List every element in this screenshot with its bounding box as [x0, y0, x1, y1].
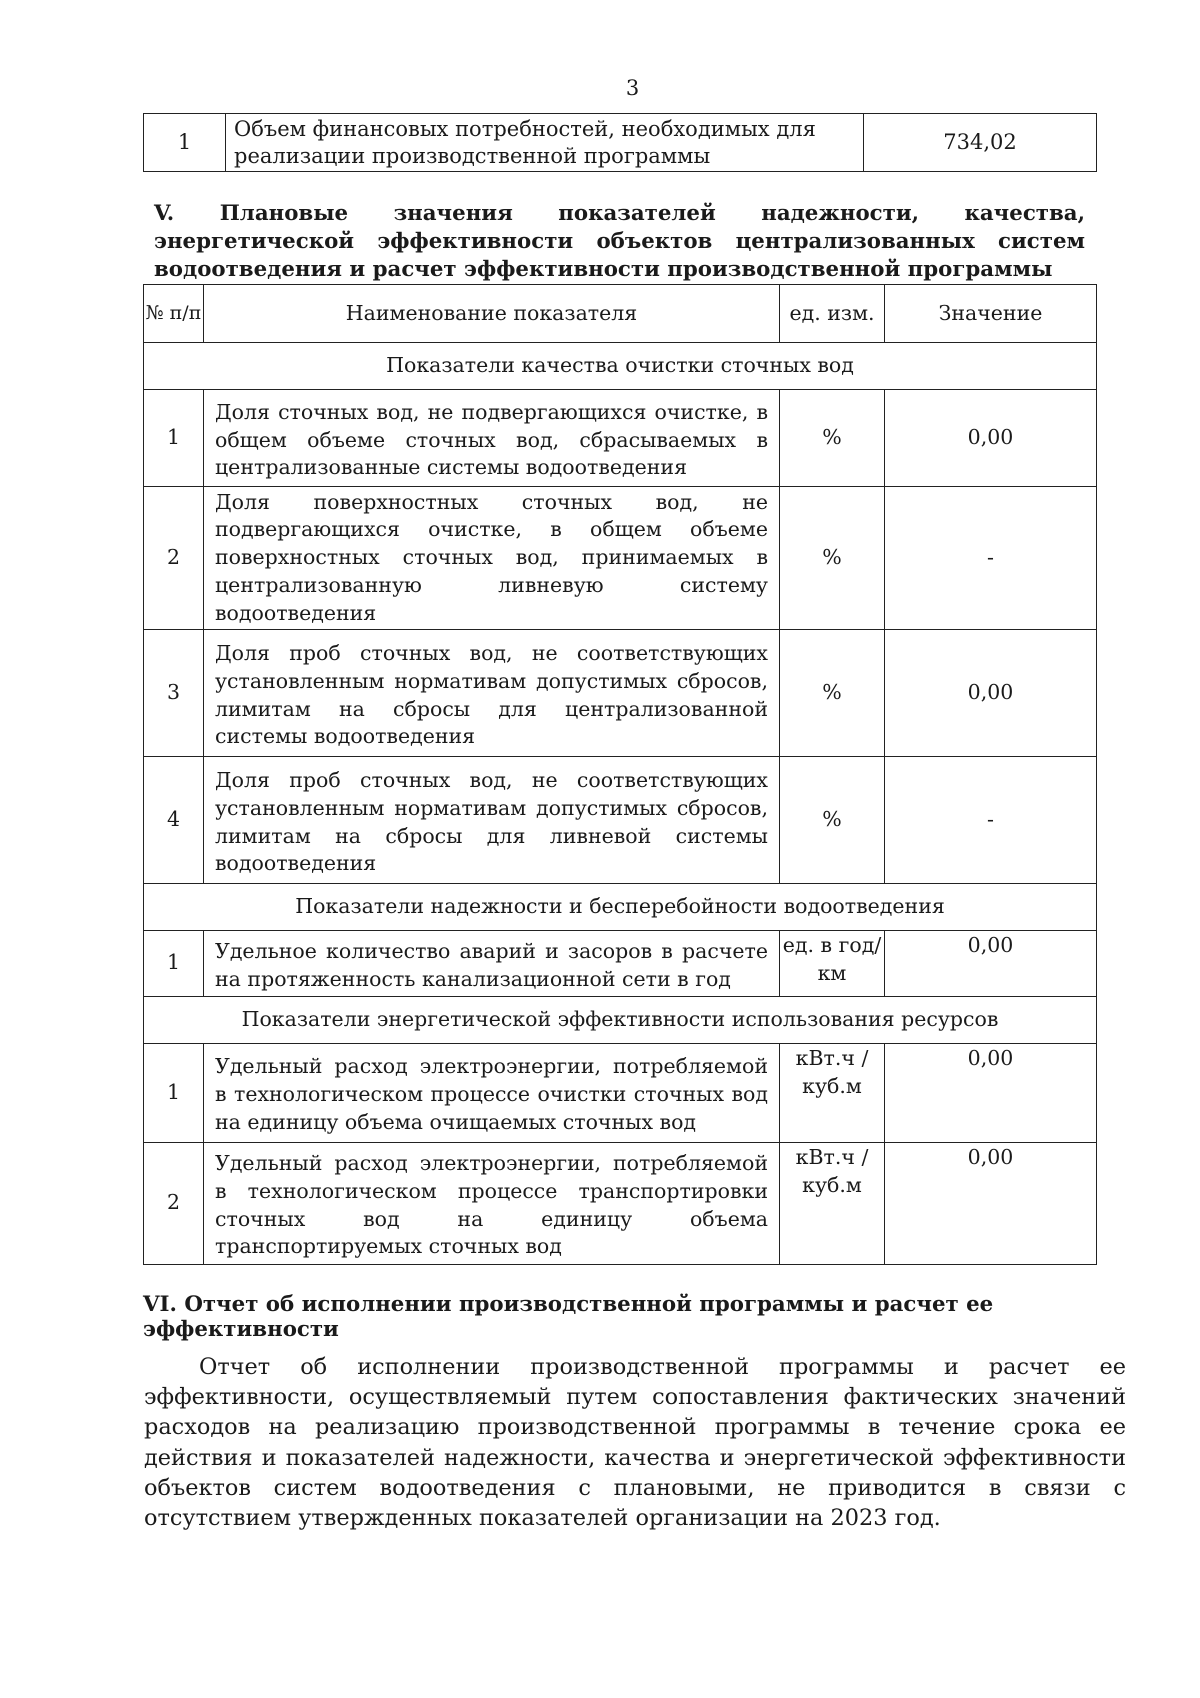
indicator-name: Удельный расход электроэнергии, потребляемой в технологическом процессе очистки сточных вод на единицу объема очищаемых сточных вод: [204, 1043, 780, 1142]
indicator-name: Доля поверхностных сточных вод, не подвергающихся очистке, в общем объеме поверхностных сточных вод, принимаемых в централизованную ливневую систему водоотведения: [204, 487, 780, 630]
table-row: [144, 1142, 1097, 1264]
indicator-unit: %: [780, 390, 885, 487]
indicator-name: Объем финансовых потребностей, необходимых для реализации производственной программы: [226, 114, 864, 172]
row-number: 1: [144, 1043, 204, 1142]
indicator-name: Доля сточных вод, не подвергающихся очистке, в общем объеме сточных вод, сбрасываемых в централизованные системы водоотведения: [204, 390, 780, 487]
indicator-value: 734,02: [864, 114, 1097, 172]
row-number: 1: [144, 931, 204, 997]
row-number: 1: [144, 114, 226, 172]
group-header-row: [144, 996, 1097, 1043]
row-number: 3: [144, 630, 204, 757]
indicators-table: [143, 284, 1097, 1265]
indicator-name: Удельный расход электроэнергии, потребляемой в технологическом процессе транспортировки сточных вод на единицу объема транспортируемых сточных вод: [204, 1142, 780, 1264]
indicator-unit: ед. в год/ км: [780, 931, 885, 997]
indicator-value: 0,00: [885, 390, 1097, 487]
indicator-value: 0,00: [885, 1142, 1097, 1264]
table-row: [144, 931, 1097, 997]
group-title: Показатели надежности и бесперебойности водоотведения: [144, 884, 1097, 931]
indicator-name: Доля проб сточных вод, не соответствующих установленным нормативам допустимых сбросов, лимитам на сбросы для ливневой системы водоотведения: [204, 757, 780, 884]
table-row: [144, 487, 1097, 630]
column-header-unit: ед. изм.: [780, 285, 885, 343]
table-row: [144, 1043, 1097, 1142]
row-number: 2: [144, 487, 204, 630]
row-number: 1: [144, 390, 204, 487]
indicator-unit: %: [780, 487, 885, 630]
indicator-value: 0,00: [885, 931, 1097, 997]
page-number: 3: [625, 76, 640, 100]
row-number: 4: [144, 757, 204, 884]
indicator-unit: кВт.ч / куб.м: [780, 1043, 885, 1142]
table-row: [144, 630, 1097, 757]
finance-table: [143, 113, 1097, 172]
indicator-value: 0,00: [885, 1043, 1097, 1142]
report-paragraph: Отчет об исполнении производственной программы и расчет ее эффективности, осуществляемый путем сопоставления фактических значений расходов на реализацию производственной программы в течение срока ее действия и показателей надежности, качества и энергетической эффективности объектов систем водоотведения с плановыми, не приводится в связи с отсутствием утвержденных показателей организации на 2023 год.: [144, 1354, 1126, 1532]
indicator-value: 0,00: [885, 630, 1097, 757]
group-header-row: [144, 343, 1097, 390]
row-number: 2: [144, 1142, 204, 1264]
column-header-value: Значение: [885, 285, 1097, 343]
indicator-unit: кВт.ч / куб.м: [780, 1142, 885, 1264]
group-title: Показатели качества очистки сточных вод: [144, 343, 1097, 390]
table-row: [144, 390, 1097, 487]
group-header-row: [144, 884, 1097, 931]
indicator-name: Доля проб сточных вод, не соответствующих установленным нормативам допустимых сбросов, лимитам на сбросы для централизованной системы водоотведения: [204, 630, 780, 757]
section-heading: VI. Отчет об исполнении производственной программы и расчет ее эффективности: [143, 1292, 994, 1342]
table-header-row: [144, 285, 1097, 343]
table-row: [144, 757, 1097, 884]
indicator-value: -: [885, 487, 1097, 630]
column-header-number: № п/п: [144, 285, 204, 343]
column-header-name: Наименование показателя: [204, 285, 780, 343]
group-title: Показатели энергетической эффективности использования ресурсов: [144, 996, 1097, 1043]
indicator-name: Удельное количество аварий и засоров в расчете на протяженность канализационной сети в год: [204, 931, 780, 997]
section-heading: V. Плановые значения показателей надежности, качества, энергетической эффективности объектов централизованных систем водоотведения и расчет эффективности производственной программы: [154, 201, 1085, 282]
indicator-unit: %: [780, 630, 885, 757]
table-row: [144, 114, 1097, 172]
indicator-unit: %: [780, 757, 885, 884]
indicator-value: -: [885, 757, 1097, 884]
